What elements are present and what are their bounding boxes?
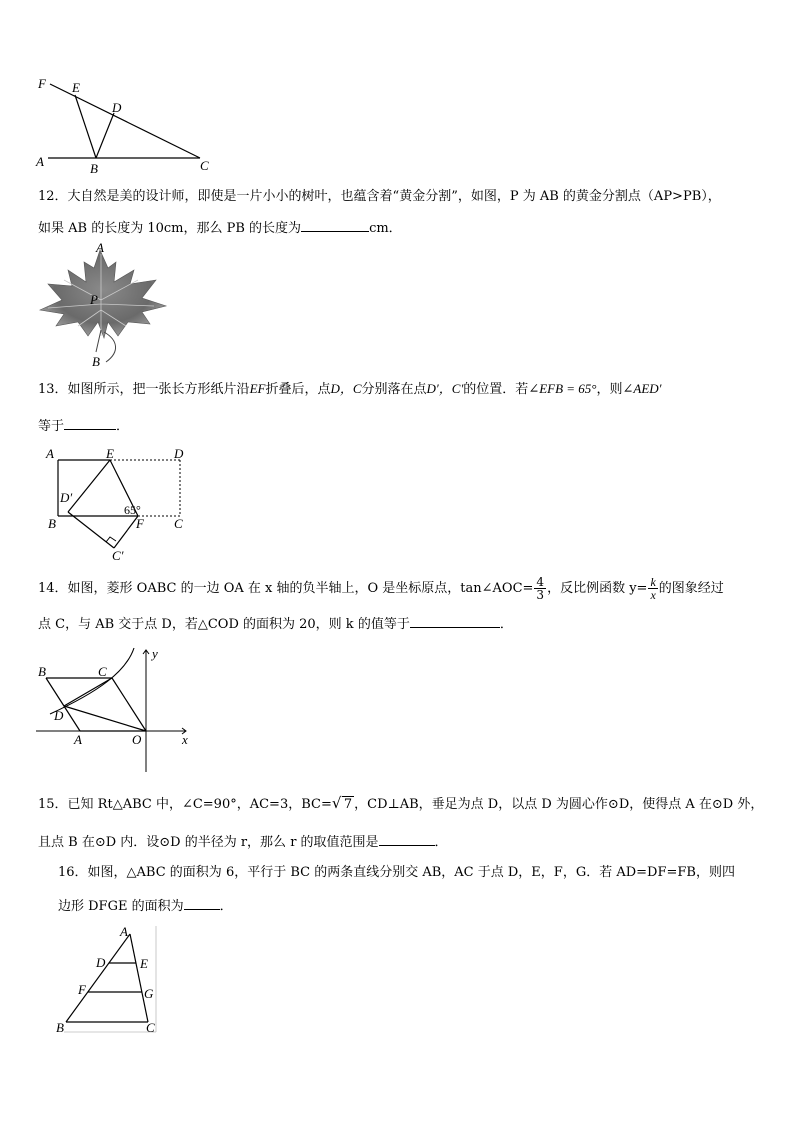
fig14-label-B: B [38,664,46,679]
fig13-angle-label: 65° [124,503,141,517]
q14-text3: 的图象经过 [658,581,724,596]
q13-text2: 折叠后，点 [265,382,331,397]
q13-line1 [38,380,662,399]
q14-text1: 如图，菱形 OABC 的一边 OA 在 x 轴的负半轴上，O 是坐标原点，tan∠AOC= [67,581,534,596]
q15-sqrt-radicand: 7 [343,797,353,812]
fig16-label-F: F [78,982,86,997]
fig11-label-E: E [72,80,80,95]
q13-answer-blank[interactable] [64,416,116,430]
fig11-label-D: D [112,100,122,115]
fig13-label-Cprime: C′ [112,548,124,563]
q14-text4: 点 C，与 AB 交于点 D，若△COD 的面积为 20，则 k 的值等于 [38,617,410,632]
q16-answer-blank[interactable] [184,896,220,910]
q15-number: 15． [38,797,68,812]
q12-answer-blank[interactable] [301,218,369,232]
q14-k: k [650,575,656,589]
fig11-label-A: A [36,154,44,169]
q14-text2: ，反比例函数 y= [547,581,648,596]
leaf-label-P: P [90,292,98,307]
q14-frac-num: 4 [536,575,545,589]
q15-end: ． [434,835,448,850]
fig13-label-A: A [46,446,54,461]
q14-k-over-x [648,576,657,601]
figure-13 [40,444,200,564]
q13-text4: 的位置．若 [463,382,529,397]
q15-text2: ，CD⊥AB，垂足为点 D，以点 D 为圆心作⊙D，使得点 A 在⊙D 外， [354,797,764,812]
q13-angle2: ∠AED′ [622,381,662,396]
q12-text2: 如果 AB 的长度为 10cm，那么 PB 的长度为 [38,221,302,236]
figure-11-lines [30,70,220,175]
q14-line2 [38,614,513,634]
q15-line2 [38,832,448,852]
q14-frac-den: 3 [536,588,545,602]
fig16-label-A: A [120,924,128,939]
q15-sqrt: √ 7 [331,794,353,812]
q16-text1: 如图，△ABC 的面积为 6，平行于 BC 的两条直线分别交 AB，AC 于点 D，E，F，G．若 AD=DF=FB，则四 [87,865,735,880]
q16-text2: 边形 DFGE 的面积为 [58,899,184,914]
figure-11 [30,70,220,175]
q13-text5: ，则 [596,382,623,397]
fig13-label-E: E [106,446,114,461]
q14-line1 [38,576,724,602]
q13-number: 13． [38,382,68,397]
q15-text1: 已知 Rt△ABC 中，∠C=90°，AC=3，BC= [67,797,332,812]
fig11-label-F: F [38,76,46,91]
fig13-label-Dprime: D′ [60,490,73,505]
q15-answer-blank[interactable] [379,832,435,846]
q16-end: ． [219,899,233,914]
figure-14-lines [36,644,196,772]
leaf-label-B: B [92,354,100,369]
figure-12-leaf [38,240,168,368]
fig11-label-C: C [200,158,209,173]
q14-x: x [650,588,656,602]
q12-text1: 大自然是美的设计师，即使是一片小小的树叶，也蕴含着“黄金分割”，如图，P 为 AB 的黄金分割点（AP>PB）， [67,189,721,204]
q14-tan-fraction [534,576,546,601]
q13-text3: 分别落在点 [361,382,427,397]
q13-end: ． [116,419,130,434]
q12-number: 12． [38,189,68,204]
fig14-label-D: D [54,708,64,723]
q16-number: 16． [58,865,88,880]
q15-text3: 且点 B 在⊙D 内．设⊙D 的半径为 r，那么 r 的取值范围是 [38,835,379,850]
fig13-label-F: F [136,516,144,531]
q16-line2 [58,896,233,916]
q12-line2 [38,218,402,238]
fig14-label-A: A [74,732,82,747]
figure-13-lines [40,444,200,564]
q16-line1 [58,864,735,882]
q13-text1: 如图所示，把一张长方形纸片沿 [67,382,250,397]
fig13-label-C: C [174,516,183,531]
fig14-label-C: C [98,664,107,679]
q12-unit: cm． [369,221,402,236]
q14-answer-blank[interactable] [410,614,500,628]
q13-angle: ∠EFB = 65° [528,381,597,396]
figure-16-lines [52,924,162,1036]
figure-16 [52,924,162,1036]
fig16-label-G: G [144,986,154,1001]
fig13-label-B: B [48,516,56,531]
fig14-label-x: x [182,732,188,747]
q15-line1 [38,796,763,814]
leaf-illustration [38,240,168,368]
fig13-label-D: D [174,446,184,461]
q13-dc-prime: D′，C′ [426,381,464,396]
fig16-label-D: D [96,955,106,970]
q13-line2 [38,416,129,436]
q14-number: 14． [38,581,68,596]
q12-line1 [38,188,721,206]
q13-dc: D，C [330,381,362,396]
fig16-label-C: C [146,1020,155,1035]
q13-ef: EF [249,381,266,396]
fig14-label-y: y [152,646,158,661]
leaf-label-A: A [96,240,104,255]
q14-end: ． [499,617,513,632]
figure-14 [36,644,196,772]
fig16-label-E: E [140,956,148,971]
fig16-label-B: B [56,1020,64,1035]
q13-text6: 等于 [38,419,65,434]
fig11-label-B: B [90,161,98,176]
fig14-label-O: O [132,732,142,747]
